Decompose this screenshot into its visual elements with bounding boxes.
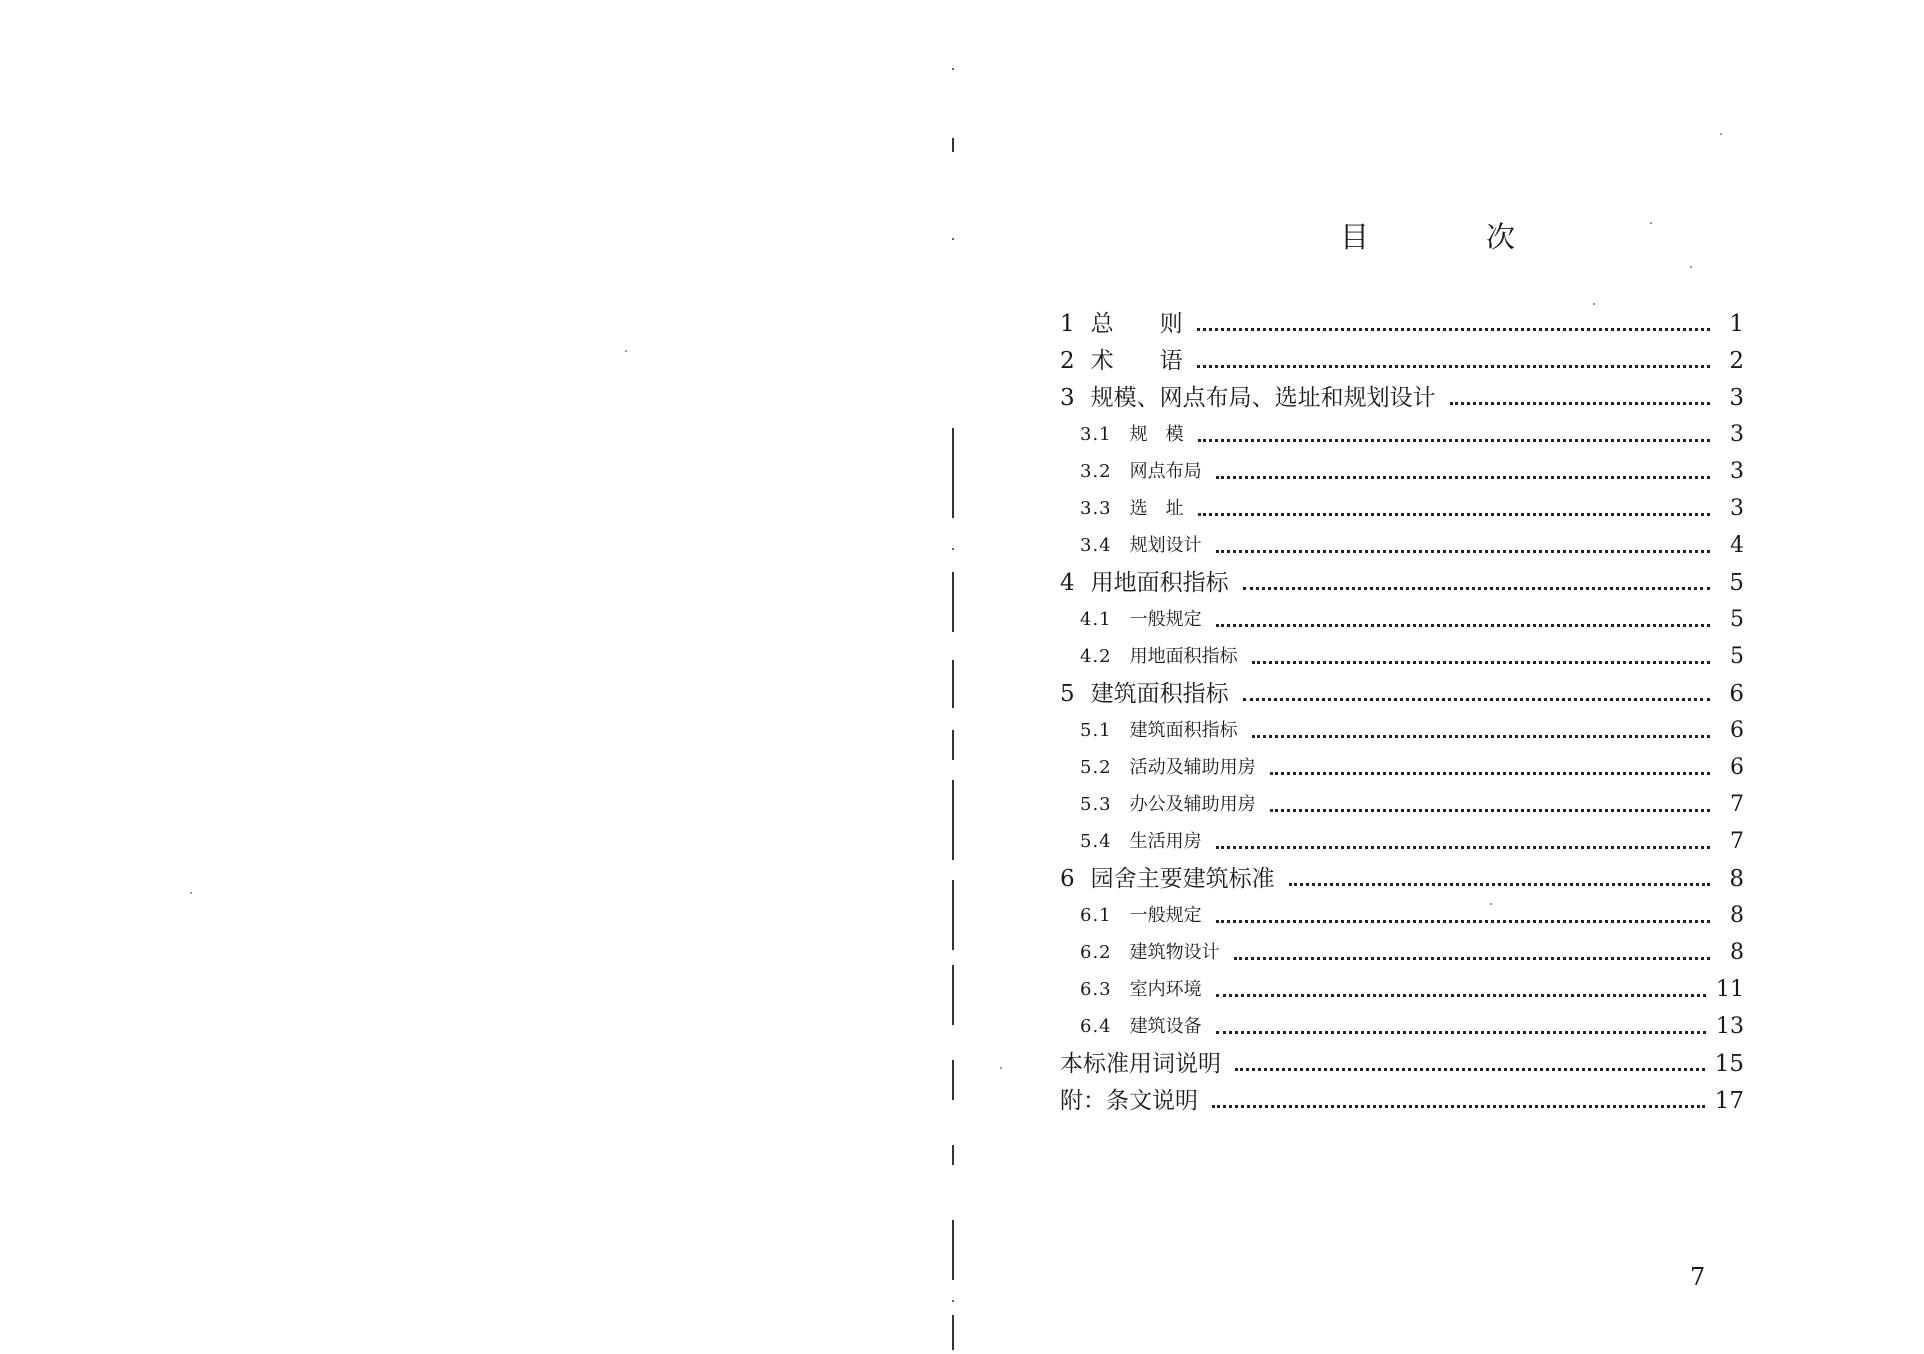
toc-entry-label: 室内环境 bbox=[1129, 979, 1202, 1000]
toc-entry-page: 13 bbox=[1716, 1014, 1744, 1039]
toc-entry-page: 3 bbox=[1730, 459, 1744, 484]
toc-entry-number: 4 bbox=[1060, 570, 1075, 596]
toc-entry-page: 3 bbox=[1730, 496, 1744, 521]
toc-entry-label: 网点布局 bbox=[1129, 461, 1202, 482]
toc-dot-leader bbox=[1197, 365, 1710, 368]
toc-dot-leader bbox=[1243, 587, 1710, 590]
toc-entry-page: 4 bbox=[1730, 533, 1744, 558]
toc-dot-leader bbox=[1212, 1105, 1705, 1108]
toc-entry-label: 用地面积指标 bbox=[1090, 570, 1229, 596]
toc-dot-leader bbox=[1216, 846, 1710, 849]
toc-entry[interactable] bbox=[1060, 635, 1744, 672]
toc-entry-number: 5.1 bbox=[1080, 720, 1112, 741]
toc-dot-leader bbox=[1216, 476, 1710, 479]
toc-entry-page: 3 bbox=[1730, 422, 1744, 447]
toc-entry-label: 办公及辅助用房 bbox=[1129, 794, 1256, 815]
toc-entry-page: 1 bbox=[1729, 311, 1744, 337]
toc-entry-page: 11 bbox=[1716, 977, 1744, 1002]
toc-entry-page: 5 bbox=[1730, 644, 1744, 669]
toc-dot-leader bbox=[1198, 439, 1710, 442]
page-number: 7 bbox=[1690, 1263, 1706, 1291]
toc-dot-leader bbox=[1216, 920, 1710, 923]
toc-entry[interactable] bbox=[1060, 598, 1744, 635]
page-gutter bbox=[948, 60, 960, 1354]
toc-entry[interactable] bbox=[1060, 1042, 1744, 1079]
toc-dot-leader bbox=[1235, 1068, 1705, 1071]
toc-entry[interactable] bbox=[1060, 1079, 1744, 1116]
toc-entry-page: 5 bbox=[1730, 607, 1744, 632]
toc-dot-leader bbox=[1243, 698, 1710, 701]
toc-entry-label: 一般规定 bbox=[1129, 905, 1202, 926]
toc-entry-number: 3.4 bbox=[1080, 535, 1112, 556]
toc-entry-page: 3 bbox=[1729, 385, 1744, 411]
toc-entry[interactable] bbox=[1060, 709, 1744, 746]
toc-entry-label: 生活用房 bbox=[1129, 831, 1202, 852]
toc-entry[interactable] bbox=[1060, 561, 1744, 598]
toc-entry[interactable] bbox=[1060, 524, 1744, 561]
toc-entry-label: 建筑面积指标 bbox=[1129, 720, 1238, 741]
toc-entry-label: 建筑面积指标 bbox=[1090, 681, 1229, 707]
toc-entry-number: 6.2 bbox=[1080, 942, 1112, 963]
toc-entry-page: 2 bbox=[1729, 348, 1744, 374]
toc-entry-number: 6.4 bbox=[1080, 1016, 1112, 1037]
toc-entry-page: 6 bbox=[1730, 718, 1744, 743]
toc-dot-leader bbox=[1216, 1031, 1706, 1034]
toc-entry-label: 园舍主要建筑标准 bbox=[1090, 866, 1275, 892]
toc-entry-label: 本标准用词说明 bbox=[1060, 1051, 1221, 1077]
toc-entry-label: 规划设计 bbox=[1129, 535, 1202, 556]
toc-entry[interactable] bbox=[1060, 672, 1744, 709]
toc-entry-label: 一般规定 bbox=[1129, 609, 1202, 630]
toc-list bbox=[1060, 302, 1744, 1116]
toc-entry-number: 4.2 bbox=[1080, 646, 1112, 667]
toc-dot-leader bbox=[1197, 328, 1710, 331]
toc-entry[interactable] bbox=[1060, 746, 1744, 783]
toc-entry-page: 7 bbox=[1730, 829, 1744, 854]
toc-dot-leader bbox=[1270, 772, 1710, 775]
toc-entry-label: 建筑设备 bbox=[1129, 1016, 1202, 1037]
toc-entry-number: 3 bbox=[1060, 385, 1075, 411]
toc-entry-number: 3.2 bbox=[1080, 461, 1112, 482]
toc-entry[interactable] bbox=[1060, 857, 1744, 894]
toc-dot-leader bbox=[1216, 550, 1710, 553]
toc-entry-page: 8 bbox=[1729, 866, 1744, 892]
toc-dot-leader bbox=[1216, 624, 1710, 627]
toc-dot-leader bbox=[1270, 809, 1710, 812]
toc-entry-number: 5.2 bbox=[1080, 757, 1112, 778]
toc-entry[interactable] bbox=[1060, 820, 1744, 857]
toc-entry[interactable] bbox=[1060, 413, 1744, 450]
toc-dot-leader bbox=[1216, 994, 1706, 997]
toc-entry-number: 5.3 bbox=[1080, 794, 1112, 815]
toc-entry-page: 6 bbox=[1729, 681, 1744, 707]
toc-entry-number: 6.3 bbox=[1080, 979, 1112, 1000]
toc-entry-label: 用地面积指标 bbox=[1129, 646, 1238, 667]
toc-entry-label: 选 址 bbox=[1129, 498, 1184, 519]
toc-entry-label: 规 模 bbox=[1129, 424, 1184, 445]
toc-entry-page: 5 bbox=[1729, 570, 1744, 596]
toc-dot-leader bbox=[1252, 661, 1710, 664]
toc-entry-number: 6.1 bbox=[1080, 905, 1112, 926]
toc-entry-page: 6 bbox=[1730, 755, 1744, 780]
toc-entry-page: 17 bbox=[1714, 1088, 1744, 1114]
toc-entry[interactable] bbox=[1060, 1005, 1744, 1042]
toc-entry-number: 6 bbox=[1060, 866, 1075, 892]
toc-dot-leader bbox=[1289, 883, 1710, 886]
toc-entry-label: 总 则 bbox=[1090, 311, 1183, 337]
toc-entry-page: 15 bbox=[1714, 1051, 1744, 1077]
toc-entry[interactable] bbox=[1060, 931, 1744, 968]
toc-entry[interactable] bbox=[1060, 487, 1744, 524]
toc-entry[interactable] bbox=[1060, 376, 1744, 413]
toc-entry-number: 5.4 bbox=[1080, 831, 1112, 852]
toc-entry[interactable] bbox=[1060, 968, 1744, 1005]
toc-title: 目 次 bbox=[1340, 220, 1560, 254]
toc-dot-leader bbox=[1450, 402, 1710, 405]
toc-entry-label: 活动及辅助用房 bbox=[1129, 757, 1256, 778]
toc-dot-leader bbox=[1198, 513, 1710, 516]
toc-entry-page: 7 bbox=[1730, 792, 1744, 817]
toc-entry-label: 术 语 bbox=[1090, 348, 1183, 374]
toc-entry-label: 建筑物设计 bbox=[1129, 942, 1220, 963]
toc-entry-number: 3.1 bbox=[1080, 424, 1112, 445]
toc-entry-number: 2 bbox=[1060, 348, 1075, 374]
toc-entry-label: 附：条文说明 bbox=[1060, 1088, 1198, 1114]
toc-entry-label: 规模、网点布局、选址和规划设计 bbox=[1090, 385, 1436, 411]
toc-entry[interactable] bbox=[1060, 783, 1744, 820]
toc-entry-page: 8 bbox=[1730, 903, 1744, 928]
blank-left-page bbox=[0, 0, 950, 1354]
toc-entry-number: 4.1 bbox=[1080, 609, 1112, 630]
toc-entry[interactable] bbox=[1060, 339, 1744, 376]
toc-dot-leader bbox=[1252, 735, 1710, 738]
toc-entry[interactable] bbox=[1060, 894, 1744, 931]
toc-entry-page: 8 bbox=[1730, 940, 1744, 965]
toc-entry[interactable] bbox=[1060, 302, 1744, 339]
toc-entry-number: 5 bbox=[1060, 681, 1075, 707]
toc-entry[interactable] bbox=[1060, 450, 1744, 487]
toc-dot-leader bbox=[1234, 957, 1710, 960]
toc-entry-number: 1 bbox=[1060, 311, 1075, 337]
toc-entry-number: 3.3 bbox=[1080, 498, 1112, 519]
